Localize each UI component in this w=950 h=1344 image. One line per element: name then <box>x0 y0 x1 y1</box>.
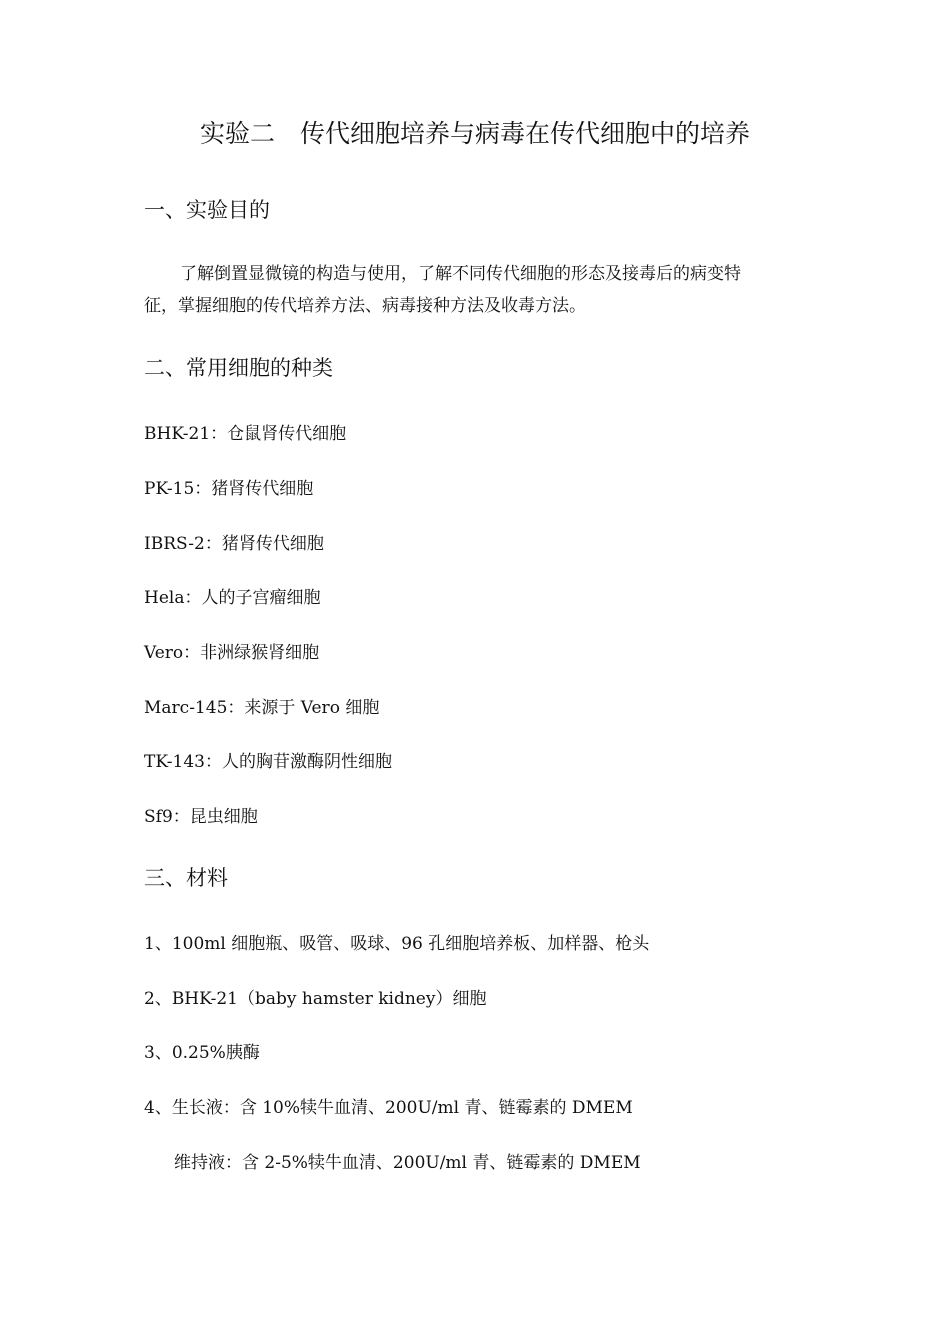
cell-type-item: Marc-145：来源于 Vero 细胞 <box>144 698 380 718</box>
cell-type-item: TK-143：人的胸苷激酶阴性细胞 <box>144 752 392 772</box>
material-item: 3、0.25%胰酶 <box>144 1043 260 1063</box>
purpose-paragraph <box>144 258 824 322</box>
cell-type-item: Vero：非洲绿猴肾细胞 <box>144 643 320 663</box>
cell-type-item: Hela：人的子宫瘤细胞 <box>144 588 321 608</box>
purpose-line-2: 征，掌握细胞的传代培养方法、病毒接种方法及收毒方法。 <box>144 296 586 316</box>
cell-type-item: IBRS-2：猪肾传代细胞 <box>144 534 324 554</box>
material-item: 4、生长液：含 10%犊牛血清、200U/ml 青、链霉素的 DMEM <box>144 1098 633 1118</box>
cell-type-item: Sf9：昆虫细胞 <box>144 807 258 827</box>
section-heading-cell-types: 二、常用细胞的种类 <box>144 356 333 380</box>
cell-type-item: PK-15：猪肾传代细胞 <box>144 479 314 499</box>
purpose-line-1: 了解倒置显微镜的构造与使用，了解不同传代细胞的形态及接毒后的病变特 <box>180 264 741 284</box>
material-item: 2、BHK-21（baby hamster kidney）细胞 <box>144 989 487 1009</box>
document-title: 实验二 传代细胞培养与病毒在传代细胞中的培养 <box>199 119 750 148</box>
material-item: 维持液：含 2-5%犊牛血清、200U/ml 青、链霉素的 DMEM <box>174 1153 641 1173</box>
material-item: 1、100ml 细胞瓶、吸管、吸球、96 孔细胞培养板、加样器、枪头 <box>144 934 650 954</box>
section-heading-materials: 三、材料 <box>144 866 228 890</box>
section-heading-purpose: 一、实验目的 <box>144 198 270 222</box>
cell-type-item: BHK-21：仓鼠肾传代细胞 <box>144 424 347 444</box>
